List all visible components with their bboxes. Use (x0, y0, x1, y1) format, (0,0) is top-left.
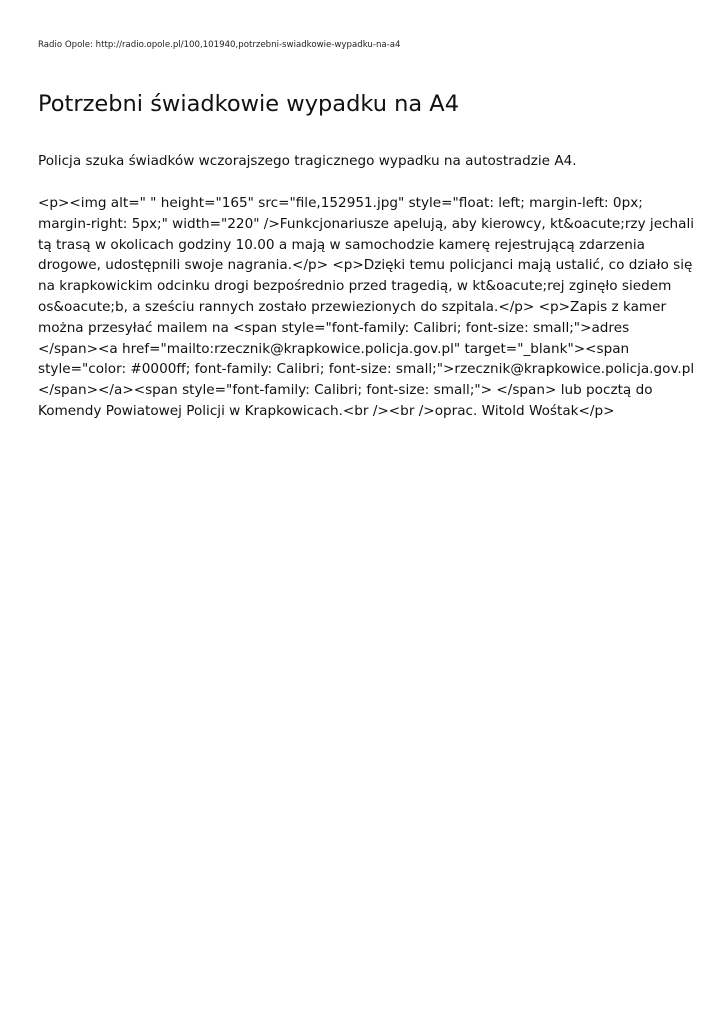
body-line: można przesyłać mailem na <span style="font-family: Calibri; font-size: small;">adres (38, 319, 630, 336)
body-line: </span></a><span style="font-family: Calibri; font-size: small;"> </span> lub pocztą do (38, 382, 653, 399)
article-body (38, 193, 694, 422)
body-line: tą trasą w okolicach godziny 10.00 a mają w samochodzie kamerę rejestrującą zdarzenia (38, 236, 645, 253)
body-line: style="color: #0000ff; font-family: Calibri; font-size: small;">rzecznik@krapkowice.policja.gov.pl (38, 361, 695, 378)
article-title: Potrzebni świadkowie wypadku na A4 (38, 91, 460, 117)
body-line: Komendy Powiatowej Policji w Krapkowicach.<br /><br />oprac. Witold Wośtak</p> (38, 402, 615, 419)
source-url-line: Radio Opole: http://radio.opole.pl/100,101940,potrzebni-swiadkowie-wypadku-na-a4 (38, 40, 401, 50)
body-line: margin-right: 5px;" width="220" />Funkcjonariusze apelują, aby kierowcy, kt&oacute;rzy jechali (38, 215, 695, 232)
body-line: drogowe, udostępnili swoje nagrania.</p> <p>Dzięki temu policjanci mają ustalić, co działo się (38, 257, 693, 274)
body-line: na krapkowickim odcinku drogi bezpośrednio przed tragedią, w kt&oacute;rej zginęło siedem (38, 278, 672, 295)
body-line: </span><a href="mailto:rzecznik@krapkowice.policja.gov.pl" target="_blank"><span (38, 340, 630, 357)
body-line: os&oacute;b, a sześciu rannych zostało przewiezionych do szpitala.</p> <p>Zapis z kamer (38, 298, 667, 315)
body-line: <p><img alt=" " height="165" src="file,152951.jpg" style="float: left; margin-left: 0px; (38, 195, 643, 211)
article-lead: Policja szuka świadków wczorajszego tragicznego wypadku na autostradzie A4. (38, 153, 577, 169)
